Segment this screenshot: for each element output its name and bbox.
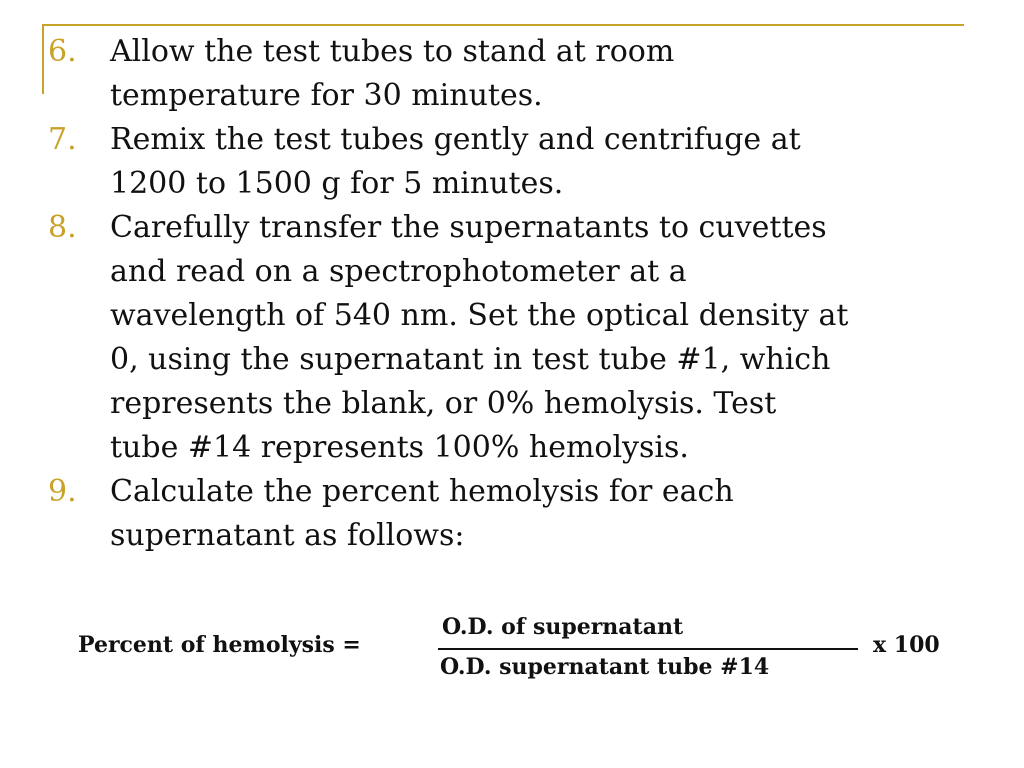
accent-rule-top [42,24,964,26]
step-line: and read on a spectrophotometer at a [110,254,687,289]
formula-lhs: Percent of hemolysis = [78,632,361,658]
step-number: 7. [48,122,77,157]
step-line: wavelength of 540 nm. Set the optical density at [110,298,849,333]
step-8 [48,206,998,470]
step-line: 1200 to 1500 g for 5 minutes. [110,166,564,201]
step-line: Carefully transfer the supernatants to cuvettes [110,210,827,245]
procedure-steps-list [48,30,998,558]
step-line: Remix the test tubes gently and centrifuge at [110,122,801,157]
accent-rule-left [42,24,44,94]
step-6 [48,30,998,118]
step-number: 8. [48,210,77,245]
formula-numerator: O.D. of supernatant [442,614,684,640]
step-line: Allow the test tubes to stand at room [110,34,675,69]
step-9 [48,470,998,558]
fraction-bar [438,648,858,650]
step-line: 0, using the supernatant in test tube #1, which [110,342,831,377]
formula-multiplier: x 100 [873,632,940,658]
step-number: 6. [48,34,77,69]
step-line: temperature for 30 minutes. [110,78,543,113]
hemolysis-formula [78,608,978,688]
step-7 [48,118,998,206]
formula-denominator: O.D. supernatant tube #14 [440,654,770,680]
step-line: Calculate the percent hemolysis for each [110,474,734,509]
step-line: represents the blank, or 0% hemolysis. Test [110,386,777,421]
step-line: supernatant as follows: [110,518,465,553]
step-line: tube #14 represents 100% hemolysis. [110,430,689,465]
step-number: 9. [48,474,77,509]
